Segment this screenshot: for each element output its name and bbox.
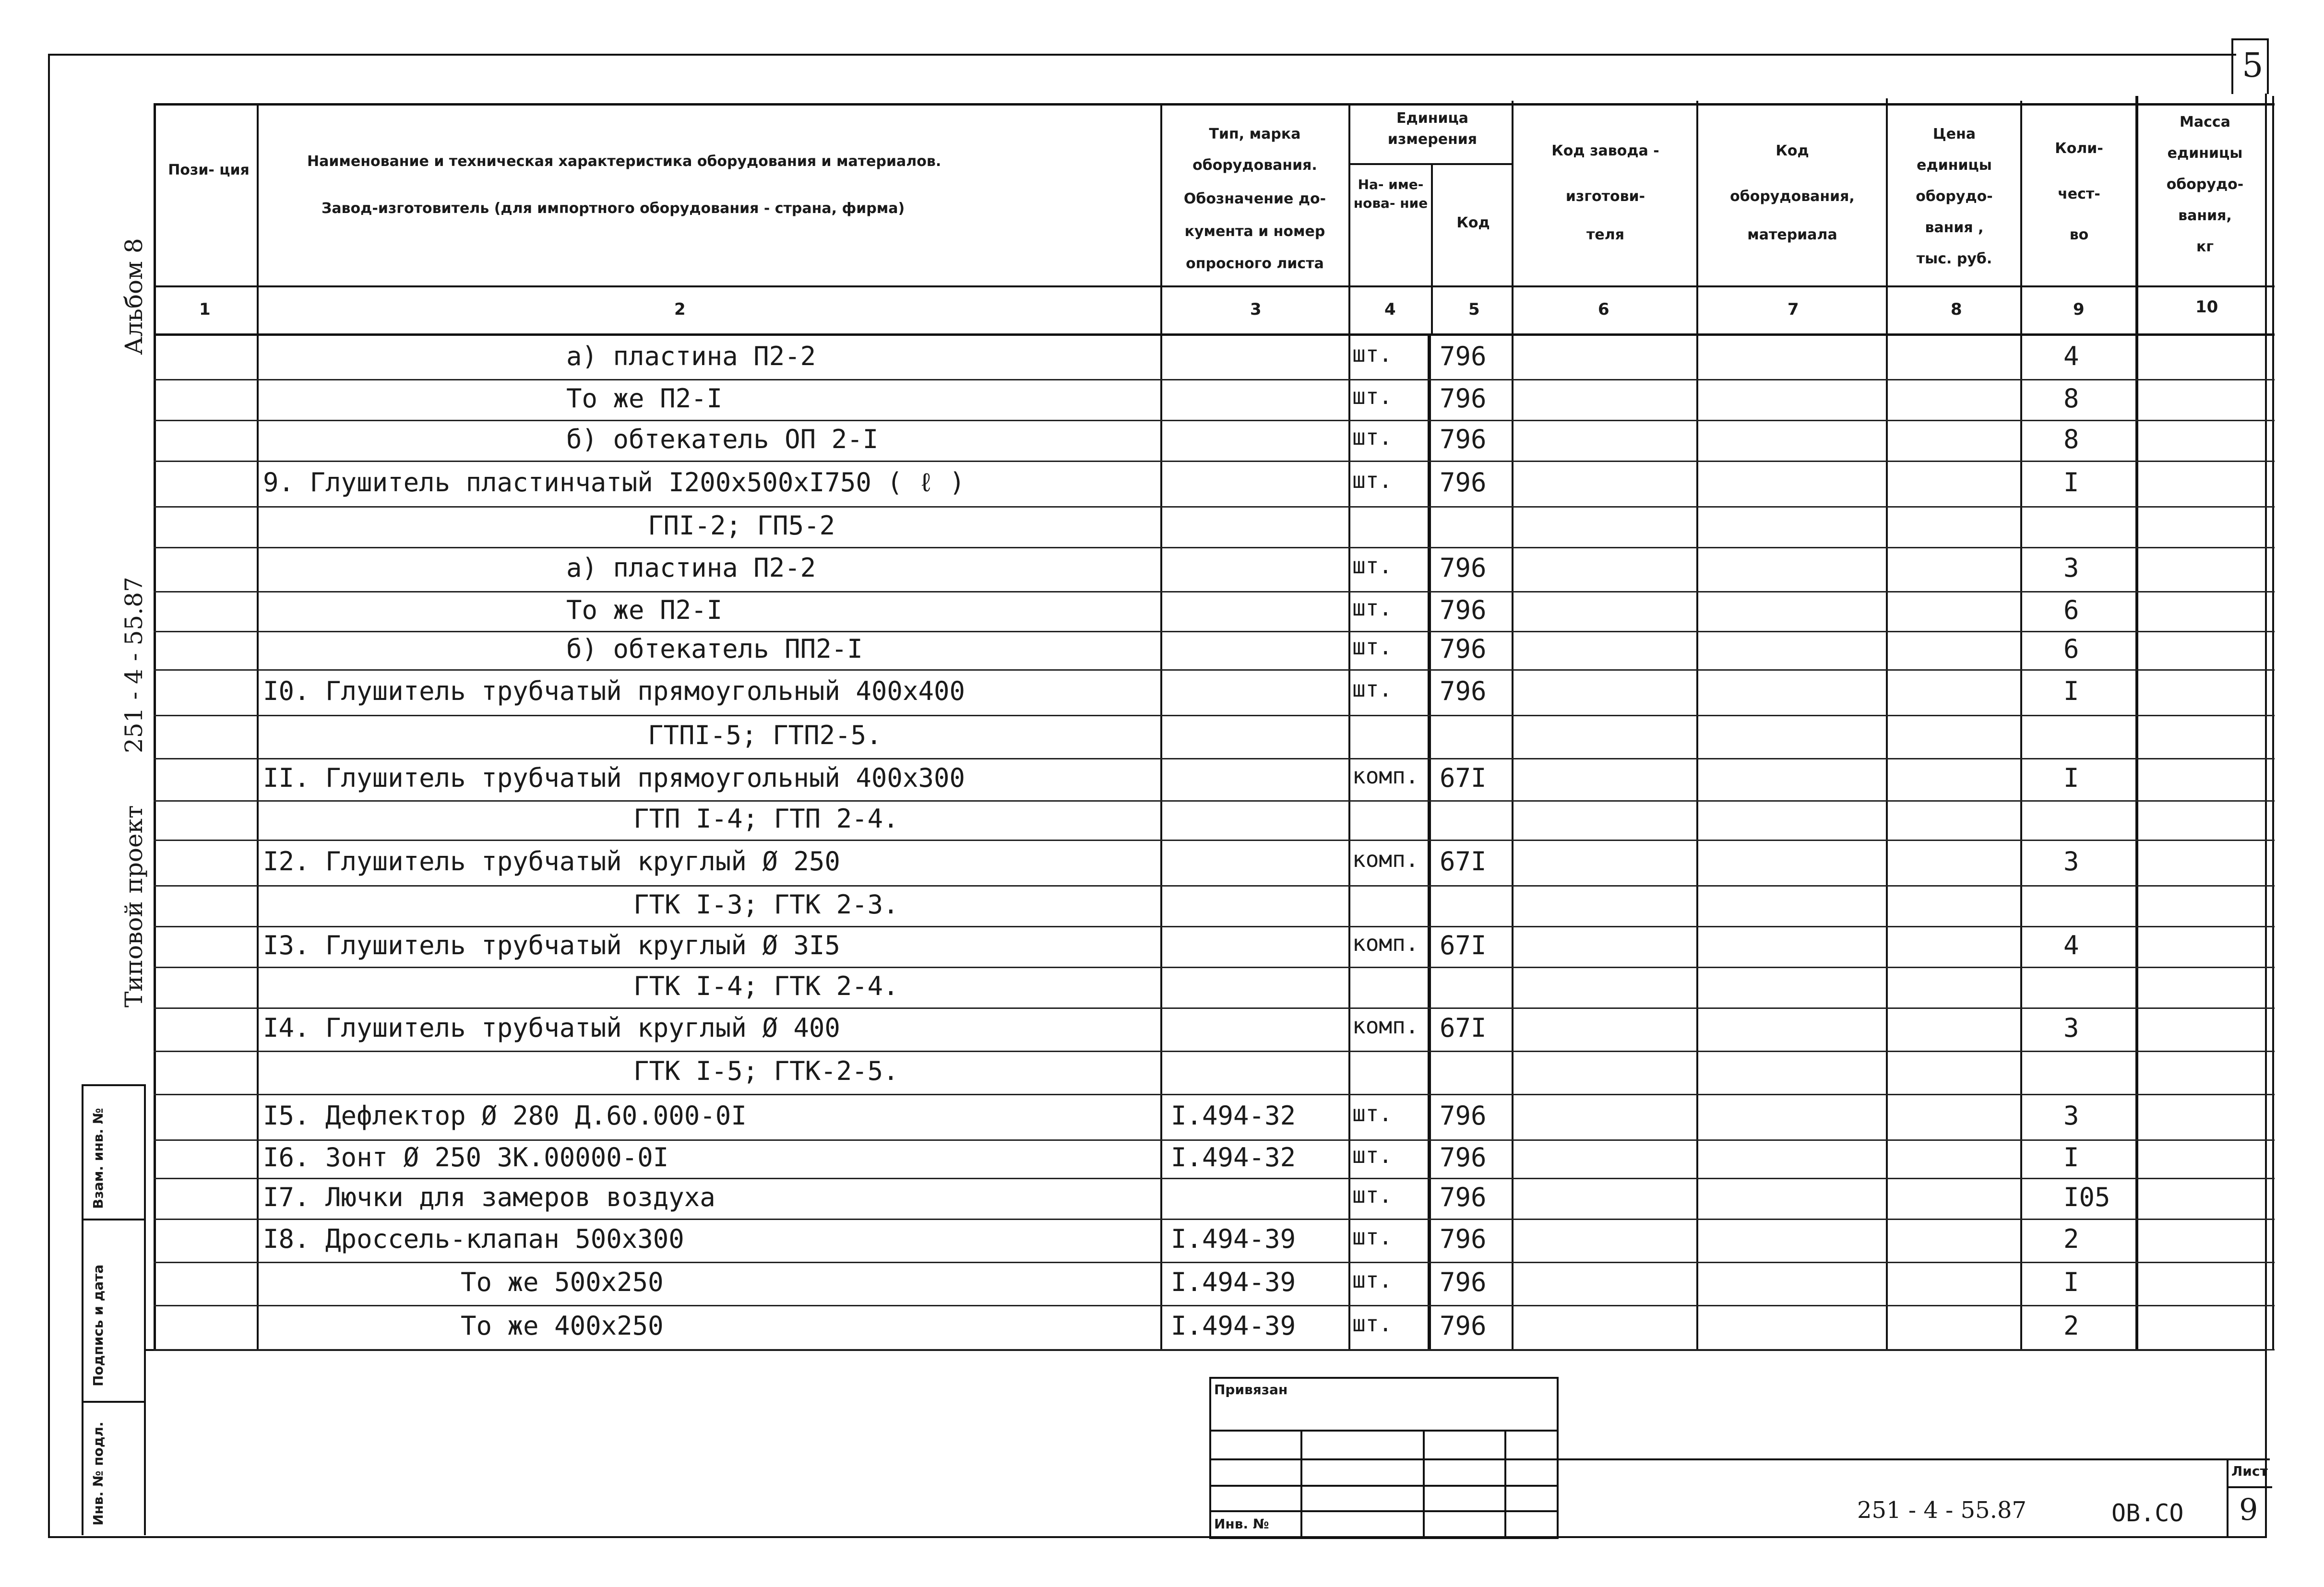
attached-col3: [1504, 1430, 1506, 1538]
attached-inv-label: Инв. №: [1214, 1516, 1269, 1532]
row-type: I.494-39: [1171, 1267, 1296, 1297]
header-name-line2: Завод-изготовитель (для импортного оборудования - страна, фирма): [322, 200, 905, 217]
stamp-col-left: [82, 1084, 83, 1535]
row-unit: шт.: [1352, 634, 1393, 660]
row-name: То же П2-I: [566, 383, 723, 414]
header-type-l3: Обозначение до-: [1183, 190, 1326, 207]
row-qty: 3: [2063, 553, 2079, 583]
row-code: 796: [1440, 383, 1487, 414]
colnum-7: 7: [1788, 300, 1799, 319]
row-code: 796: [1440, 1311, 1487, 1341]
row-unit: шт.: [1352, 341, 1393, 367]
row-unit: шт.: [1352, 467, 1393, 493]
row-qty: 3: [2063, 846, 2079, 876]
row-name: а) пластина П2-2: [566, 341, 816, 371]
row-qty: I: [2063, 675, 2079, 706]
row-code: 796: [1440, 594, 1487, 625]
tb-doc-code: 251 - 4 - 55.87: [1857, 1497, 2027, 1524]
header-qty-l1: Коли-: [2055, 140, 2103, 157]
row-qty: 8: [2063, 383, 2079, 414]
row-qty: 6: [2063, 634, 2079, 664]
table-row: [154, 547, 2275, 592]
row-name: ГТПI-5; ГТП2-5.: [648, 720, 882, 750]
row-unit: комп.: [1352, 1013, 1419, 1039]
row-qty: 3: [2063, 1013, 2079, 1043]
row-qty: I: [2063, 1142, 2079, 1172]
row-unit: комп.: [1352, 763, 1419, 789]
colnum-5: 5: [1468, 300, 1480, 319]
row-unit: шт.: [1352, 1182, 1393, 1208]
row-qty: 8: [2063, 424, 2079, 454]
colnum-1: 1: [199, 300, 211, 319]
row-unit: шт.: [1352, 424, 1393, 450]
row-qty: I: [2063, 1267, 2079, 1297]
side-album: Альбом 8: [120, 238, 148, 355]
row-name: 9. Глушитель пластинчатый I200х500хI750 ( ℓ ): [263, 467, 965, 497]
col-line-4: [1431, 163, 1433, 336]
table-row: [154, 379, 2275, 421]
header-price-l1: Цена: [1932, 126, 1976, 142]
row-unit: шт.: [1352, 594, 1393, 621]
colnum-4: 4: [1384, 300, 1396, 319]
header-price-l2: единицы: [1917, 157, 1992, 174]
header-qty-l3: во: [2069, 226, 2089, 243]
table-row: [154, 1051, 2275, 1095]
attached-col1: [1300, 1430, 1302, 1538]
attached-col2: [1423, 1430, 1425, 1538]
colnum-10: 10: [2195, 297, 2218, 317]
header-type-l2: оборудования.: [1192, 157, 1317, 174]
row-unit: шт.: [1352, 1100, 1393, 1126]
header-unit-code: Код: [1456, 214, 1490, 231]
colnum-8: 8: [1951, 300, 1962, 319]
row-code: 67I: [1440, 930, 1487, 960]
stamp-inv-orig: Инв. № подл.: [90, 1421, 106, 1526]
row-name: I4. Глушитель трубчатый круглый Ø 400: [263, 1013, 840, 1043]
header-bottom: [154, 285, 2275, 287]
row-name: I7. Лючки для замеров воздуха: [263, 1182, 715, 1212]
row-name: ГПI-2; ГП5-2: [648, 510, 835, 541]
row-code: 796: [1440, 424, 1487, 454]
row-code: 796: [1440, 675, 1487, 706]
header-price-l3: оборудо-: [1916, 188, 1993, 205]
row-name: I5. Дефлектор Ø 280 Д.60.000-0I: [263, 1100, 747, 1131]
row-unit: шт.: [1352, 383, 1393, 409]
table-row: [154, 631, 2275, 671]
row-code: 67I: [1440, 1013, 1487, 1043]
row-name: I0. Глушитель трубчатый прямоугольный 400х400: [263, 675, 965, 706]
row-unit: шт.: [1352, 553, 1393, 579]
row-code: 796: [1440, 341, 1487, 371]
row-name: I2. Глушитель трубчатый круглый Ø 250: [263, 846, 840, 876]
tb-sheet-label: Лист: [2231, 1463, 2268, 1479]
row-qty: I: [2063, 763, 2079, 793]
header-price-l4: вания ,: [1925, 219, 1984, 236]
row-qty: 6: [2063, 594, 2079, 625]
header-mass-l2: единицы: [2167, 145, 2243, 162]
row-code: 796: [1440, 1224, 1487, 1254]
header-mass-l4: вания,: [2178, 207, 2232, 224]
row-code: 796: [1440, 467, 1487, 497]
header-mass-l3: оборудо-: [2166, 176, 2244, 193]
row-unit: шт.: [1352, 1311, 1393, 1337]
header-mass-l5: кг: [2196, 238, 2214, 255]
stamp-div2: [82, 1401, 144, 1403]
header-price-l5: тыс. руб.: [1916, 250, 1992, 267]
row-unit: шт.: [1352, 675, 1393, 702]
table-top: [154, 103, 2275, 106]
header-equip-l3: материала: [1747, 226, 1837, 243]
row-unit: шт.: [1352, 1224, 1393, 1250]
header-name-line1: Наименование и техническая характеристика оборудования и материалов.: [307, 153, 942, 170]
row-name: I8. Дроссель-клапан 500х300: [263, 1224, 684, 1254]
row-name: То же 500х250: [461, 1267, 664, 1297]
row-name: ГТК I-5; ГТК-2-5.: [633, 1056, 899, 1086]
header-position: Пози- ция: [168, 162, 250, 178]
row-name: ГТК I-4; ГТК 2-4.: [633, 971, 899, 1001]
colnum-3: 3: [1250, 300, 1262, 319]
row-code: 796: [1440, 553, 1487, 583]
row-code: 796: [1440, 1100, 1487, 1131]
stamp-sign-date: Подпись и дата: [90, 1264, 106, 1386]
row-unit: шт.: [1352, 1142, 1393, 1168]
row-name: б) обтекатель ПП2-I: [566, 634, 863, 664]
header-equip-l2: оборудования,: [1730, 188, 1855, 205]
stamp-replace-inv: Взам. инв. №: [90, 1108, 106, 1209]
colnum-6: 6: [1598, 300, 1609, 319]
attached-label: Привязан: [1214, 1382, 1288, 1398]
header-qty-l2: чест-: [2058, 186, 2100, 202]
side-project: Типовой проект: [120, 805, 148, 1007]
row-qty: 4: [2063, 930, 2079, 960]
side-code: 251 - 4 - 55.87: [120, 577, 148, 753]
tb-sheet-number: 9: [2239, 1492, 2258, 1527]
row-qty: 2: [2063, 1224, 2079, 1254]
page-number: 5: [2242, 46, 2264, 85]
tb-sheet-mid: [2227, 1486, 2272, 1488]
row-qty: 4: [2063, 341, 2079, 371]
row-name: а) пластина П2-2: [566, 553, 816, 583]
table-row: [154, 885, 2275, 927]
table-row: [154, 591, 2275, 632]
header-unit-group: Единица измерения: [1387, 110, 1478, 148]
header-factory-l1: Код завода -: [1551, 142, 1659, 159]
header-unit-name: На- име- нова- ние: [1353, 177, 1428, 212]
colnum-9: 9: [2073, 300, 2085, 319]
row-code: 796: [1440, 1182, 1487, 1212]
table-row: [154, 967, 2275, 1009]
table-row: [154, 420, 2275, 462]
tb-divider-horizontal: [1555, 1458, 2270, 1460]
row-name: ГТП I-4; ГТП 2-4.: [633, 804, 899, 834]
row-code: 67I: [1440, 846, 1487, 876]
row-name: б) обтекатель ОП 2-I: [566, 424, 879, 454]
table-row: [154, 336, 2275, 380]
row-unit: комп.: [1352, 930, 1419, 956]
header-factory-l3: теля: [1586, 226, 1624, 243]
row-qty: 3: [2063, 1100, 2079, 1131]
header-type-l4: кумента и номер: [1184, 223, 1325, 240]
row-unit: комп.: [1352, 846, 1419, 872]
row-name: То же 400х250: [461, 1311, 664, 1341]
stamp-col-right: [144, 1084, 146, 1535]
row-qty: I05: [2063, 1182, 2110, 1212]
row-code: 796: [1440, 1142, 1487, 1172]
stamp-div1: [82, 1219, 144, 1220]
unit-group-divider: [1348, 163, 1512, 165]
table-row: [154, 800, 2275, 841]
tb-sheet-left: [2227, 1458, 2229, 1538]
header-mass-l1: Масса: [2180, 114, 2230, 130]
row-qty: I: [2063, 467, 2079, 497]
row-unit: шт.: [1352, 1267, 1393, 1293]
table-row: [154, 715, 2275, 759]
row-type: I.494-39: [1171, 1311, 1296, 1341]
row-code: 67I: [1440, 763, 1487, 793]
row-name: I6. Зонт Ø 250 ЗК.00000-0I: [263, 1142, 669, 1172]
header-factory-l2: изготови-: [1565, 188, 1645, 205]
frame-top: [48, 54, 2236, 56]
row-type: I.494-32: [1171, 1100, 1296, 1131]
header-equip-l1: Код: [1776, 142, 1809, 159]
row-qty: 2: [2063, 1311, 2079, 1341]
row-code: 796: [1440, 634, 1487, 664]
tb-doc-suffix: ОВ.СО: [2111, 1499, 2184, 1527]
table-row: [154, 506, 2275, 548]
row-code: 796: [1440, 1267, 1487, 1297]
header-type-l1: Тип, марка: [1209, 126, 1301, 142]
colnum-2: 2: [674, 300, 686, 319]
header-type-l5: опросного листа: [1186, 255, 1324, 272]
row-name: ГТК I-3; ГТК 2-3.: [633, 889, 899, 920]
row-name: I3. Глушитель трубчатый круглый Ø 3I5: [263, 930, 840, 960]
row-type: I.494-32: [1171, 1142, 1296, 1172]
stamp-top: [82, 1084, 144, 1086]
row-name: То же П2-I: [566, 594, 723, 625]
row-name: II. Глушитель трубчатый прямоугольный 400х300: [263, 763, 965, 793]
row-type: I.494-39: [1171, 1224, 1296, 1254]
